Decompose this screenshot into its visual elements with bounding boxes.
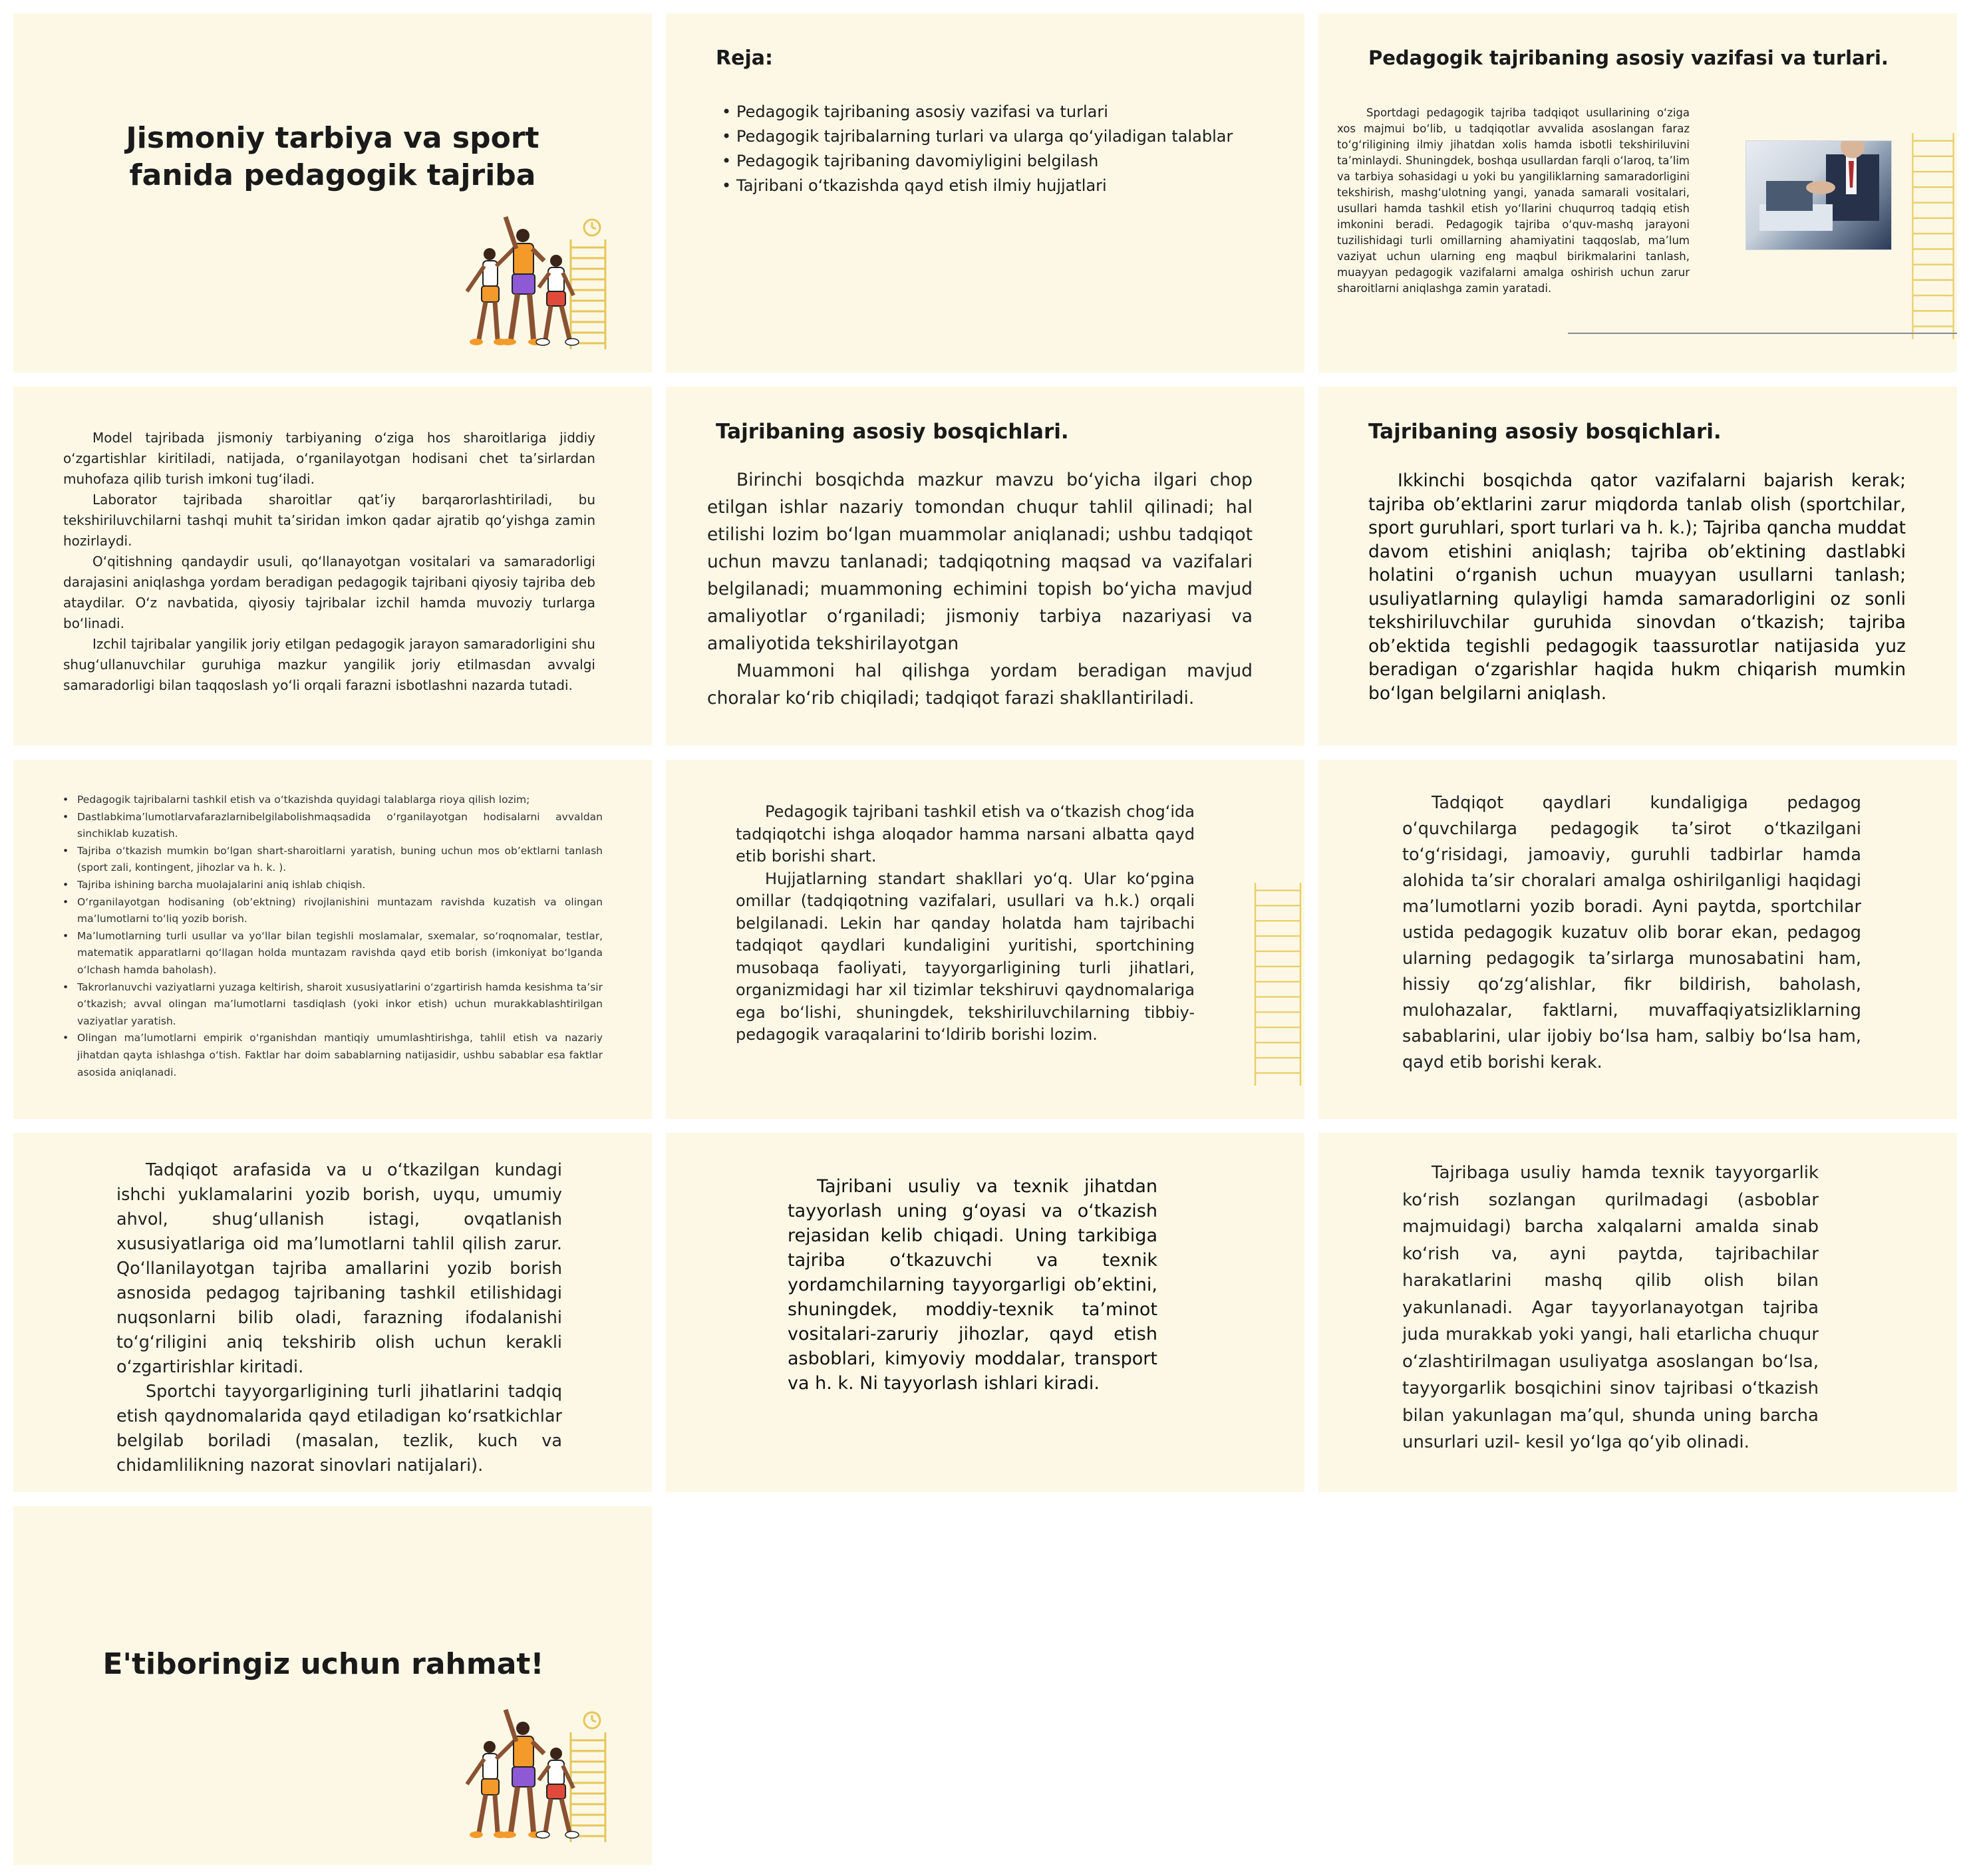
bosqich-heading: Tajribaning asosiy bosqichlari. <box>716 420 1069 444</box>
slide-model <box>13 387 652 746</box>
vazifa-paragraph: Sportdagi pedagogik tajriba tadqiqot usullarining o‘ziga xos majmui bo‘lib, u tadqiqotlar avvalida asoslangan faraz to‘g‘riligining ilmiy jihatdan xolis hamda isbotli tekshiriluvini ta’minlaydi. Shuningdek, boshqa usullardan farqli o‘laroq, ta’lim va tarbiya sohasidagi u yoki bu yangiliklarning samaradorligini tekshirish, mashg‘ulotning yangi, yanada samarali vositalari, usullari hamda tashkil etish yo‘llarini chuqurroq tadqiq etish imkonini beradi. Pedagogik tajriba o‘quv-mashq jarayoni tuzilishidagi turli omillarning ahamiyatini taqqoslab, ma’lum vaziyat uchun ularning eng maqbul birikmalarini tanlash, muayyan pedagogik vazifalarni amalga oshirish uchun zarur sharoitlarni aniqlashga zamin yaratadi. <box>1337 106 1690 295</box>
plan-list <box>719 100 1265 198</box>
kundalik-body <box>1402 790 1861 1076</box>
slide-talablar <box>13 760 652 1119</box>
presentation-title <box>13 120 652 194</box>
hujjatlar-body <box>736 801 1195 1046</box>
talab-item: • Pedagogik tajribalarni tashkil etish va o‘tkazishda quyidagi talablarga rioya qilish lozim; <box>60 792 603 809</box>
plan-heading: Reja: <box>716 47 773 70</box>
slide-tayyorlash <box>666 1133 1304 1492</box>
talab-item: • Olingan ma’lumotlarni empirik o‘rganishdan mantiqiy umumlashtirishga, tahlil etish va nazariy jihatdan qayta ishlashga o‘tish. Faktlar har doim sabablarning natijasidir, ushbu sabablar esa faktlar asosida aniqlanadi. <box>60 1030 603 1081</box>
slide-vazifa <box>1318 13 1957 373</box>
kundalik-paragraph: Tadqiqot qaydlari kundaligiga pedagog o‘quvchilarga pedagogik ta’sirot o‘tkazilgani to‘g‘risidagi, jamoaviy, guruhli tadbirlar hamda alohida ta’sir choralari amalga oshirilganligi haqidagi ma’lumotlarni yozib boradi. Ayni paytda, sportchilar ustida pedagogik kuzatuv olib borar ekan, pedagog ularning pedagogik ta’sirlarga munosabatini ham, hissiy qo‘zg‘alishlar, fikr bildirish, baholash, mulohazalar, faktlarni, muvaffaqiyatsizliklarning sabablarini, ular ijobiy bo‘lsa ham, salbiy bo‘lsa ham, qayd etib borishi kerak. <box>1402 793 1861 1072</box>
tayyorgarlik-body <box>1402 1160 1819 1456</box>
business-photo-art <box>1746 141 1891 249</box>
talab-item: • O‘rganilayotgan hodisaning (ob’ektning) rivojlanishini muntazam ravishda kuzatish va olingan ma’lumotlarni to‘liq yozib borish. <box>60 894 603 928</box>
bosqich-heading: Tajribaning asosiy bosqichlari. <box>1368 420 1722 444</box>
business-photo <box>1745 140 1892 250</box>
tayyorgarlik-paragraph: Tajribaga usuliy hamda texnik tayyorgarlik ko‘rish sozlangan qurilmadagi (asboblar majmuidagi) barcha xalqalarni amalda sinab ko‘rish va, ayni paytda, tajribachilar harakatlarini mashq qilib olish bilan yakunlanadi. Agar tayyorlanayotgan tajriba juda murakkab yoki yangi, hali etarlicha chuqur o‘zlashtirilmagan usuliyatga asoslangan bo‘lsa, tayyorgarlik bosqichini sinov tajribasi o‘tkazish bilan yakunlagan ma’qul, shunda uning barcha unsurlari uzil- kesil yo‘lga qo‘yib olinadi. <box>1402 1163 1819 1452</box>
divider-line <box>1568 333 1957 334</box>
model-paragraph: Laborator tajribada sharoitlar qat’iy barqarorlashtiriladi, bu tekshiriluvchilarni tashqi muhit ta’siridan imkon qadar ajratib qo‘yishga zamin hozirlaydi. <box>63 492 595 549</box>
model-paragraph: Model tajribada jismoniy tarbiyaning o‘ziga hos sharoitlariga jiddiy o‘zgartishlar kiritiladi, natijada, o‘rganilayotgan hodisani chet ta’sirlardan muhofaza qilib turish imkoni tug‘iladi. <box>63 430 595 487</box>
slide-tayyorgarlik <box>1318 1133 1957 1492</box>
hujjatlar-paragraph: Hujjatlarning standart shakllari yo‘q. Ular ko‘pgina omillar (tadqiqotning vazifalari, usullari va h.k.) orqali belgilanadi. Lekin har qanday holatda ham tajribachi tadqiqot qaydlari kundaligini yuritishi, sportchining musobaqa faoliyati, tayyorgarligining turli jihatlari, organizmidagi har xil tizimlar tekshiruvi qaydnomalariga ega bo‘lishi, shuningdek, tekshiriluvchilarning tibbiy-pedagogik varaqalarini to‘ldirib borishi lozim. <box>736 869 1195 1044</box>
athletes-illustration <box>459 213 619 353</box>
bosqich-2-body <box>1368 469 1906 705</box>
plan-item: • Pedagogik tajribalarning turlari va ularga qo‘yiladigan talablar <box>719 124 1265 149</box>
vazifa-body <box>1337 105 1690 297</box>
slide-title <box>13 13 652 373</box>
vazifa-heading: Pedagogik tajribaning asosiy vazifasi va turlari. <box>1368 47 1889 69</box>
talab-item: • Tajriba o‘tkazish mumkin bo‘lgan shart-sharoitlarni yaratish, buning uchun mos ob’ektlarni tanlash (sport zali, kontingent, jihozlar va h. k. ). <box>60 843 603 877</box>
slide-bosqich-2 <box>1318 387 1957 746</box>
thanks-title: E'tiboringiz uchun rahmat! <box>102 1647 544 1681</box>
model-paragraph: Izchil tajribalar yangilik joriy etilgan pedagogik jarayon samaradorligini shu shug‘ullanuvchilar guruhiga mazkur yangilik joriy etilmasdan avvalgi samaradorligi bilan taqqoslash yo‘li orqali farazni isbotlashni nazarda tutadi. <box>63 636 595 693</box>
ladder-decoration <box>1909 133 1957 339</box>
talab-item: • Tajriba ishining barcha muolajalarini aniq ishlab chiqish. <box>60 877 603 894</box>
plan-item: • Pedagogik tajribaning davomiyligini belgilash <box>719 149 1265 174</box>
bosqich-1-paragraph: Birinchi bosqichda mazkur mavzu bo‘yicha ilgari chop etilgan ishlar nazariy tomondan chuqur tahlil qilinadi; hal etilishi lozim bo‘lgan muammolar aniqlanadi; ushbu tadqiqot uchun mavzu tanlanadi; tadqiqotning maqsad va vazifalari belgilanadi; muammoning echimini topish bo‘yicha mavjud amaliyotlar o‘rganiladi; jismoniy tarbiya nazariyasi va amaliyotida tekshirilayotgan <box>707 470 1253 654</box>
title-line-1: Jismoniy tarbiya va sport <box>126 121 539 155</box>
talab-item: • Takrorlanuvchi vaziyatlarni yuzaga keltirish, sharoit xususiyatlarini o‘zgartirish hamda kesishma ta’sir o‘tkazish; avval olingan ma’lumotlarni tasdiqlash (yoki inkor etish) uchun murakkablashtirilgan vaziyatlar yaratish. <box>60 979 603 1030</box>
slide-thanks <box>13 1506 652 1865</box>
title-line-2: fanida pedagogik tajriba <box>129 158 536 192</box>
tayyorlash-body <box>788 1174 1157 1396</box>
yuklama-paragraph: Sportchi tayyorgarligining turli jihatlarini tadqiq etish qaydnomalarida qayd etiladigan ko‘rsatkichlar belgilab boriladi (masalan, tezlik, kuch va chidamlilikning nazorat sinovlari natijalari). <box>116 1382 562 1476</box>
model-body <box>63 428 595 696</box>
talablar-list <box>60 792 603 1081</box>
talab-item: • Ma’lumotlarning turli usullar va yo‘llar bilan tegishli moslamalar, sxemalar, so‘roqnomalar, testlar, matematik apparatlarni qo‘llagan holda muntazam ravishda qayd etib borish (imkoniyat bo‘lganda o‘lchash hamda baholash). <box>60 928 603 979</box>
slide-kundalik <box>1318 760 1957 1119</box>
model-paragraph: O‘qitishning qandaydir usuli, qo‘llanayotgan vositalari va samaradorligi darajasini aniqlashga yordam beradigan pedagogik tajribani qiyosiy tajriba deb ataydilar. O‘z navbatida, qiyosiy tajribalar izchil hamda muvoziy turlarga bo‘linadi. <box>63 553 595 631</box>
hujjatlar-paragraph: Pedagogik tajribani tashkil etish va o‘tkazish chog‘ida tadqiqotchi ishga aloqador hamma narsani albatta qayd etib borishi shart. <box>736 802 1195 865</box>
slide-hujjatlar <box>666 760 1304 1119</box>
tayyorlash-paragraph: Tajribani usuliy va texnik jihatdan tayyorlash uning g‘oyasi va o‘tkazish rejasidan kelib chiqadi. Uning tarkibiga tajriba o‘tkazuvchi va texnik yordamchilarning tayyorgarligi ob’ektini, shuningdek, moddiy-texnik ta’minot vositalari-zaruriy jihozlar, qayd etish asboblari, kimyoviy moddalar, transport va h. k. Ni tayyorlash ishlari kiradi. <box>788 1176 1157 1394</box>
bosqich-1-paragraph: Muammoni hal qilishga yordam beradigan mavjud choralar ko‘rib chiqiladi; tadqiqot farazi shakllantiriladi. <box>707 661 1253 708</box>
bosqich-2-paragraph: Ikkinchi bosqichda qator vazifalarni bajarish kerak; tajriba ob’ektlarini zarur miqdorda tanlab olish (sportchilar, sport guruhlari, sport turlari va h. k.); Tajriba qancha muddat davom etishini aniqlash; tajriba ob’ektining dastlabki holatini o‘rganish uchun muayyan usullarni tanlash; usuliyatlarning qulayligi hamda samaradorligini oz sonli tekshiriluvchilar guruhida sinovdan o‘tkazish; tajriba ob’ektida tegishli pedagogik taassurotlar natijasida yuz beradigan o‘zgarishlar haqida hukm chiqarish mumkin bo‘lgan belgilarni aniqlash. <box>1368 470 1906 704</box>
ladder-decoration <box>1251 883 1304 1086</box>
slide-yuklama <box>13 1133 652 1492</box>
athletes-illustration <box>459 1706 619 1845</box>
slide-bosqich-1 <box>666 387 1304 746</box>
yuklama-paragraph: Tadqiqot arafasida va u o‘tkazilgan kundagi ishchi yuklamalarini yozib borish, uyqu, umumiy ahvol, shug‘ullanish istagi, ovqatlanish xususiyatlariga oid ma’lumotlarni tahlil qilish zarur. Qo‘llanilayotgan tajriba amallarini yozib borish asnosida pedagog tajribaning tashkil etilishidagi nuqsonlarni bilib oladi, farazning ifodalanishi to‘g‘riligini aniq tekshirib olish uchun kerakli o‘zgartirishlar kiritadi. <box>116 1160 562 1377</box>
bosqich-1-body <box>707 466 1253 712</box>
plan-item: • Tajribani o‘tkazishda qayd etish ilmiy hujjatlari <box>719 174 1265 198</box>
plan-item: • Pedagogik tajribaning asosiy vazifasi va turlari <box>719 100 1265 124</box>
yuklama-body <box>116 1158 562 1478</box>
slide-plan <box>666 13 1304 373</box>
talab-item: • Dastlabkima’lumotlarvafarazlarnibelgilabolishmaqsadida o‘rganilayotgan hodisalarni avvaldan sinchiklab kuzatish. <box>60 809 603 843</box>
